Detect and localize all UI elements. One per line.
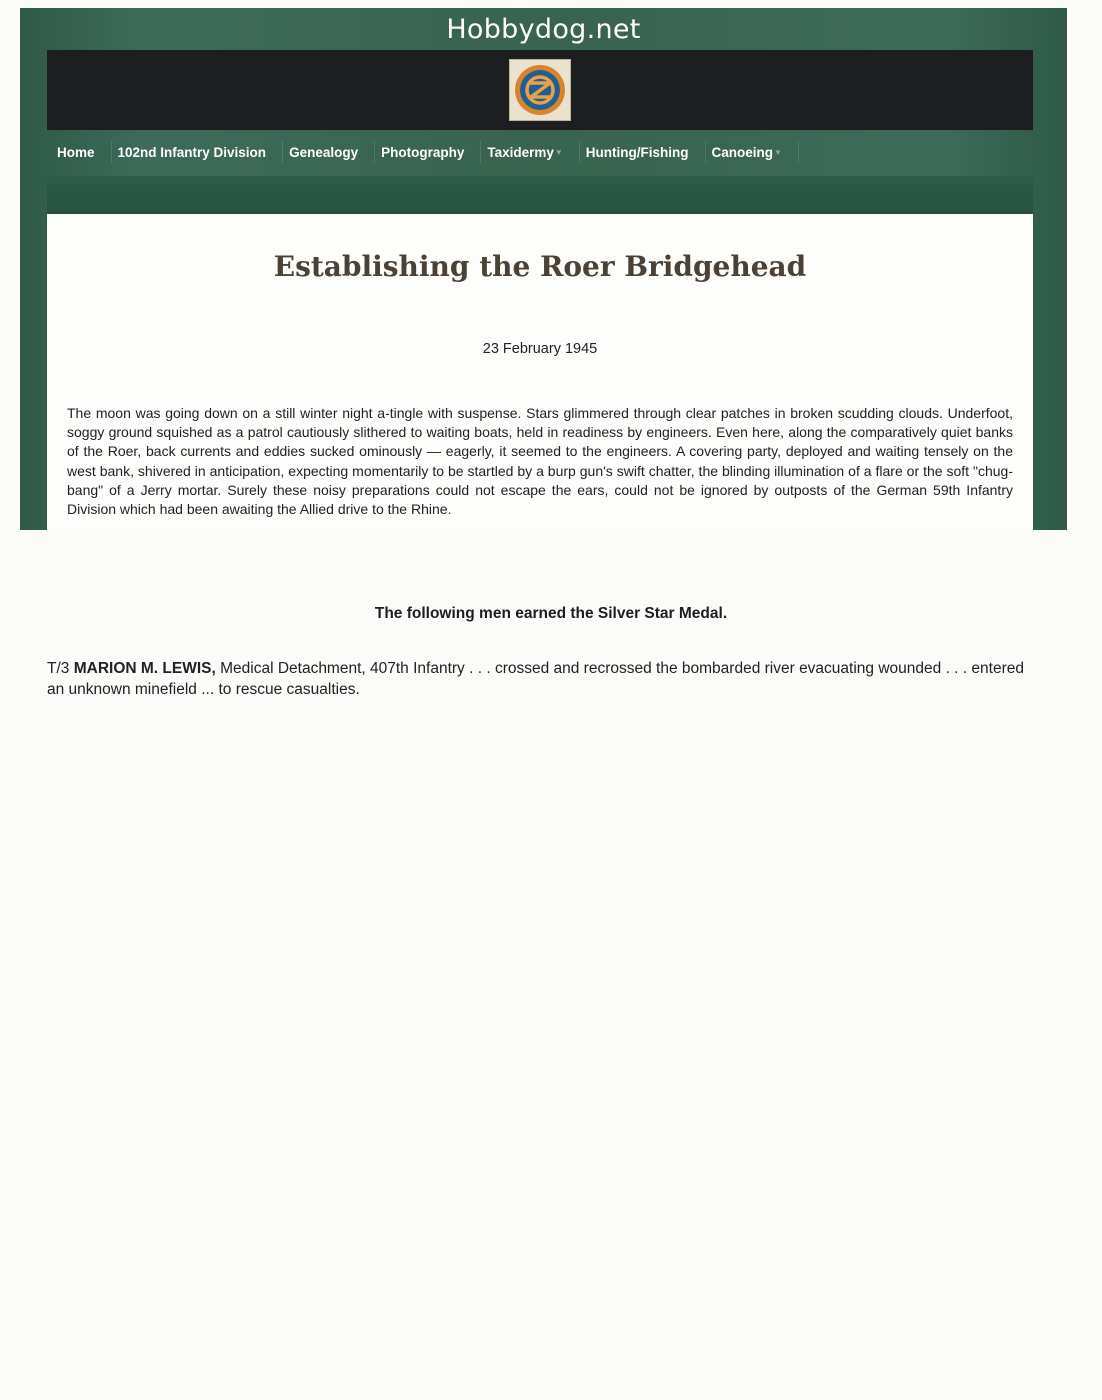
sub-header-bar	[47, 176, 1033, 214]
article-card	[47, 214, 1033, 530]
nav-item-label: Home	[57, 145, 95, 160]
nav-item-hunting-fishing[interactable]	[584, 137, 702, 169]
article-title: Establishing the Roer Bridgehead	[273, 250, 807, 283]
awards-heading: The following men earned the Silver Star Medal.	[374, 605, 728, 622]
nav-item-label: Photography	[381, 145, 465, 160]
nav-item-label: Taxidermy	[487, 145, 554, 160]
ozark-patch-icon	[513, 63, 567, 117]
award-entry	[47, 658, 1039, 700]
award-rank: T/3	[47, 660, 70, 677]
award-citation: Medical Detachment, 407th Infantry . . . crossed and recrossed the bombarded river evacuating wounded . . . entered an unknown minefield ... to rescue casualties.	[47, 660, 1024, 698]
nav-item-taxidermy[interactable]	[485, 137, 575, 169]
nav-item-genealogy[interactable]	[287, 137, 371, 169]
main-navigation	[47, 130, 1033, 176]
nav-item-102nd-infantry-division[interactable]	[116, 137, 280, 169]
site-title[interactable]: Hobbydog.net	[446, 14, 641, 45]
nav-item-canoeing[interactable]	[710, 137, 795, 169]
header-banner	[47, 50, 1033, 130]
nav-item-label: Canoeing	[711, 145, 774, 160]
article-body: The moon was going down on a still winter night a-tingle with suspense. Stars glimmered through clear patches in broken scudding clouds. Underfoot, soggy ground squished as a patrol cautiously slithered to waiting boats, held in readiness by engineers. Even here, along the comparatively quiet banks of the Roer, back currents and eddies sucked ominously — eagerly, it seemed to the engineers. A covering party, deployed and waiting tensely on the west bank, shivered in anticipation, expecting momentarily to be startled by a burp gun's swift chatter, the blinding illumination of a flare or the soft "chug-bang" of a Jerry mortar. Surely these noisy preparations could not escape the ears, could not be ignored by outposts of the German 59th Infantry Division which had been awaiting the Allied drive to the Rhine.	[67, 405, 1013, 518]
nav-item-home[interactable]	[55, 137, 108, 169]
nav-item-photography[interactable]	[379, 137, 477, 169]
caret-down-icon: ▼	[554, 148, 563, 157]
nav-item-label: 102nd Infantry Division	[117, 145, 267, 160]
award-recipient-name: MARION M. LEWIS,	[73, 660, 216, 677]
article-date: 23 February 1945	[482, 341, 598, 357]
nav-item-label: Genealogy	[289, 145, 359, 160]
caret-down-icon: ▼	[774, 148, 782, 157]
division-logo-icon[interactable]	[509, 59, 571, 121]
nav-item-label: Hunting/Fishing	[585, 145, 689, 160]
